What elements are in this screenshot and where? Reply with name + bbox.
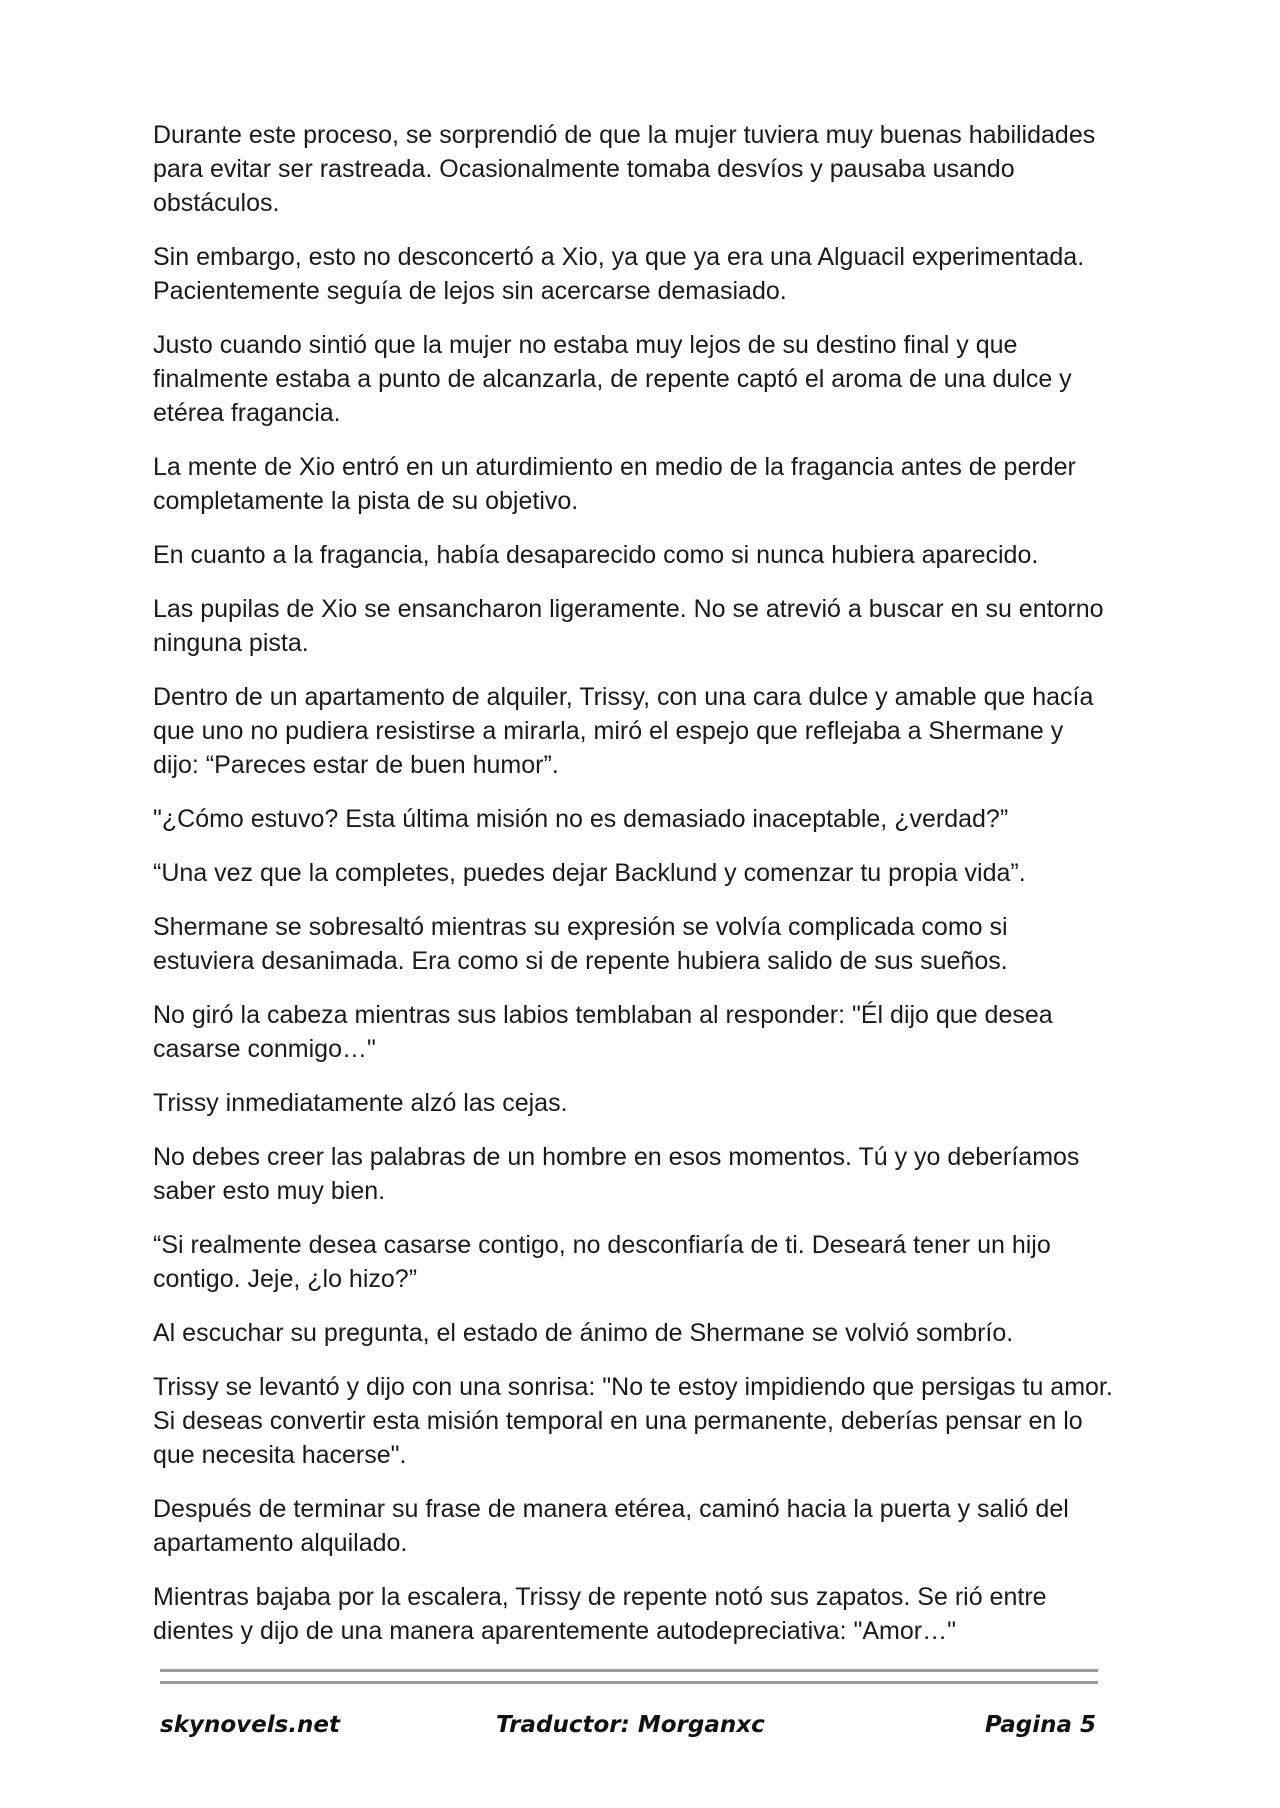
paragraph: Mientras bajaba por la escalera, Trissy de repente notó sus zapatos. Se rió entre dientes y dijo de una manera aparentemente autodepreciativa: "Amor…" (153, 1583, 1047, 1645)
paragraph: Al escuchar su pregunta, el estado de ánimo de Shermane se volvió sombrío. (153, 1319, 1014, 1347)
paragraph: Shermane se sobresaltó mientras su expresión se volvía complicada como si estuviera desanimada. Era como si de repente hubiera salido de sus sueños. (153, 913, 1008, 975)
paragraph: "¿Cómo estuvo? Esta última misión no es demasiado inaceptable, ¿verdad?” (153, 805, 1009, 833)
paragraph: La mente de Xio entró en un aturdimiento en medio de la fragancia antes de perder completamente la pista de su objetivo. (153, 453, 1076, 515)
paragraph: Trissy inmediatamente alzó las cejas. (153, 1089, 568, 1117)
paragraph: Durante este proceso, se sorprendió de que la mujer tuviera muy buenas habilidades para evitar ser rastreada. Ocasionalmente tomaba desvíos y pausaba usando obstáculos. (153, 121, 1096, 217)
body-text (153, 118, 1113, 1668)
paragraph: Sin embargo, esto no desconcertó a Xio, ya que ya era una Alguacil experimentada. Pacientemente seguía de lejos sin acercarse demasiado. (153, 243, 1085, 305)
paragraph: Dentro de un apartamento de alquiler, Trissy, con una cara dulce y amable que hacía que uno no pudiera resistirse a mirarla, miró el espejo que reflejaba a Shermane y dijo: “Pareces estar de buen humor”. (153, 683, 1094, 779)
paragraph: “Una vez que la completes, puedes dejar Backlund y comenzar tu propia vida”. (153, 859, 1026, 887)
paragraph: Trissy se levantó y dijo con una sonrisa: "No te estoy impidiendo que persigas tu amor. Si deseas convertir esta misión temporal en una permanente, deberías pensar en lo que necesita hacerse". (153, 1373, 1113, 1469)
paragraph: No giró la cabeza mientras sus labios temblaban al responder: "Él dijo que desea casarse conmigo…" (153, 1001, 1053, 1063)
paragraph: En cuanto a la fragancia, había desaparecido como si nunca hubiera aparecido. (153, 541, 1039, 569)
paragraph: Las pupilas de Xio se ensancharon ligeramente. No se atrevió a buscar en su entorno ninguna pista. (153, 595, 1104, 657)
paragraph: Justo cuando sintió que la mujer no estaba muy lejos de su destino final y que finalmente estaba a punto de alcanzarla, de repente captó el aroma de una dulce y etérea fragancia. (153, 331, 1072, 427)
footer-page-number: Pagina 5 (984, 1712, 1096, 1738)
footer-translator: Traductor: Morganxc (496, 1712, 765, 1738)
footer-divider-bottom (160, 1681, 1098, 1684)
footer-site: skynovels.net (160, 1712, 341, 1738)
footer-divider-top (160, 1669, 1098, 1672)
paragraph: Después de terminar su frase de manera etérea, caminó hacia la puerta y salió del apartamento alquilado. (153, 1495, 1069, 1557)
paragraph: “Si realmente desea casarse contigo, no desconfiaría de ti. Deseará tener un hijo contigo. Jeje, ¿lo hizo?” (153, 1231, 1051, 1293)
paragraph: No debes creer las palabras de un hombre en esos momentos. Tú y yo deberíamos saber esto muy bien. (153, 1143, 1080, 1205)
